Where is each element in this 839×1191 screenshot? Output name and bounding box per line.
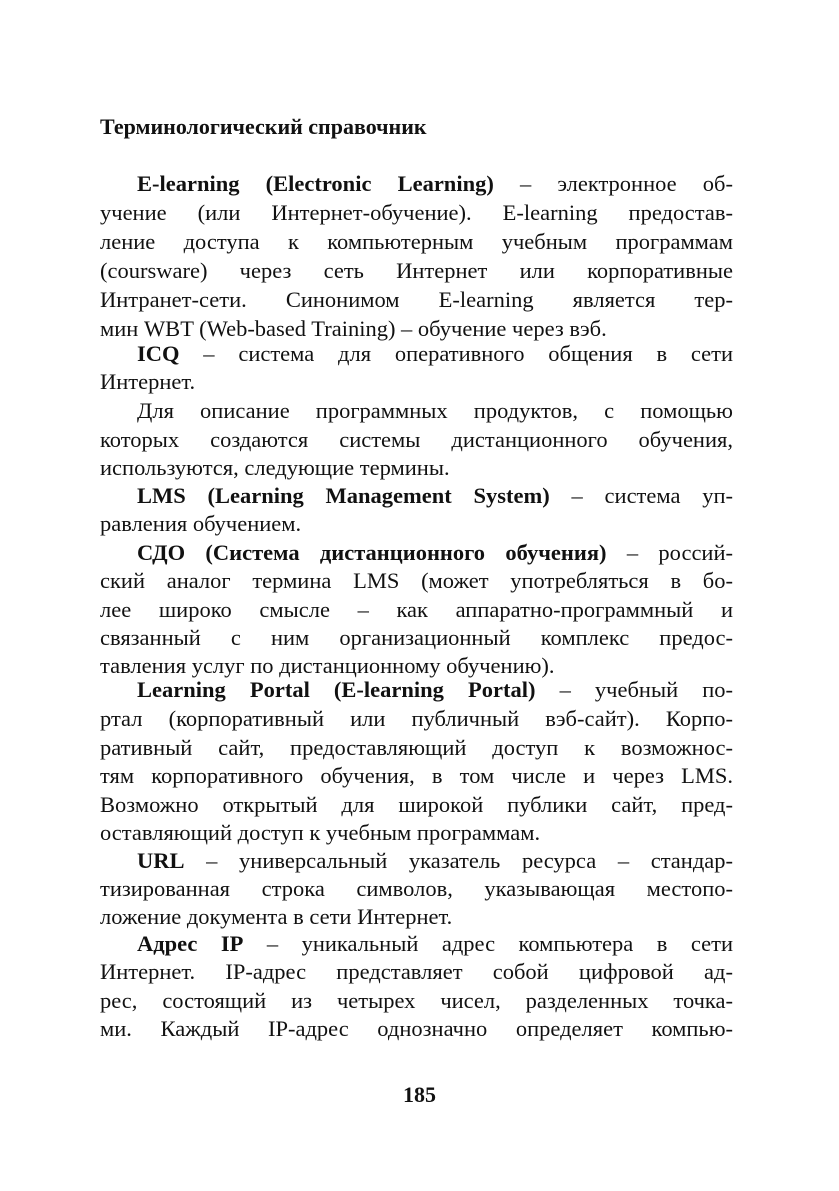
entry-portal-line-6: оставляющий доступ к учебным программам. [100, 820, 541, 845]
entry-portal-line-3: ративный сайт, предоставляющий доступ к возможнос- [100, 735, 733, 760]
entry-portal-line-1 [137, 676, 733, 704]
intro-line-1: Для описание программных продуктов, с помощью [137, 398, 733, 423]
definition-text: – система уп- [549, 483, 733, 508]
entry-sdo-line-5: тавления услуг по дистанционному обучению). [100, 653, 555, 678]
intro-line-2: которых создаются системы дистанционного обучения, [100, 427, 733, 452]
entry-elearning-line-2: учение (или Интернет-обучение). E-learning предостав- [100, 200, 733, 225]
definition-text: – электронное об- [493, 171, 733, 196]
term-elearning: E-learning (Electronic Learning) [137, 171, 494, 196]
definition-text: – россий- [606, 540, 734, 565]
term-ip: Адрес IP [137, 931, 244, 956]
entry-elearning-line-3: ление доступа к компьютерным учебным программам [100, 229, 733, 254]
entry-portal-line-4: тям корпоративного обучения, в том числе и через LMS. [100, 763, 733, 788]
term-portal: Learning Portal (E-learning Portal) [137, 677, 536, 702]
entry-icq-line-2: Интернет. [100, 369, 196, 394]
entry-sdo-line-3: лее широко смысле – как аппаратно-программный и [100, 597, 733, 622]
entry-elearning-line-5: Интранет-сети. Синонимом E-learning является тер- [100, 287, 733, 312]
entry-ip-line-4: ми. Каждый IP-адрес однозначно определяет компью- [100, 1016, 733, 1041]
entry-url-line-1 [137, 847, 733, 875]
entry-lms-line-1 [137, 482, 733, 510]
entry-portal-line-2: ртал (корпоративный или публичный вэб-сайт). Корпо- [100, 706, 733, 731]
definition-text: – учебный по- [535, 677, 733, 702]
entry-ip-line-1 [137, 930, 733, 958]
definition-text: – уникальный адрес компьютера в сети [243, 931, 733, 956]
entry-ip-line-2: Интернет. IP-адрес представляет собой цифровой ад- [100, 959, 733, 984]
term-lms: LMS (Learning Management System) [137, 483, 550, 508]
definition-text: – система для оперативного общения в сети [179, 341, 733, 366]
entry-sdo-line-4: связанный с ним организационный комплекс предос- [100, 625, 733, 650]
entry-sdo-line-1 [137, 539, 733, 567]
entry-icq-line-1 [137, 340, 733, 368]
entry-elearning-line-6: мин WBT (Web-based Training) – обучение через вэб. [100, 316, 607, 341]
entry-ip-line-3: рес, состоящий из четырех чисел, разделенных точка- [100, 988, 733, 1013]
entry-lms-line-2: равления обучением. [100, 511, 302, 536]
entry-url-line-3: ложение документа в сети Интернет. [100, 904, 453, 929]
entry-elearning-line-1 [137, 170, 733, 198]
page-heading: Терминологический справочник [100, 114, 427, 139]
term-sdo: СДО (Система дистанционного обучения) [137, 540, 607, 565]
entry-portal-line-5: Возможно открытый для широкой публики сайт, пред- [100, 792, 733, 817]
entry-sdo-line-2: ский аналог термина LMS (может употребляться в бо- [100, 568, 733, 593]
intro-line-3: используются, следующие термины. [100, 455, 450, 480]
entry-url-line-2: тизированная строка символов, указывающая местопо- [100, 876, 733, 901]
entry-elearning-line-4: (courswаre) через сеть Интернет или корпоративные [100, 258, 733, 283]
term-icq: ICQ [137, 341, 180, 366]
page-number: 185 [403, 1082, 436, 1107]
term-url: URL [137, 848, 185, 873]
definition-text: – универсальный указатель ресурса – стандар- [184, 848, 733, 873]
